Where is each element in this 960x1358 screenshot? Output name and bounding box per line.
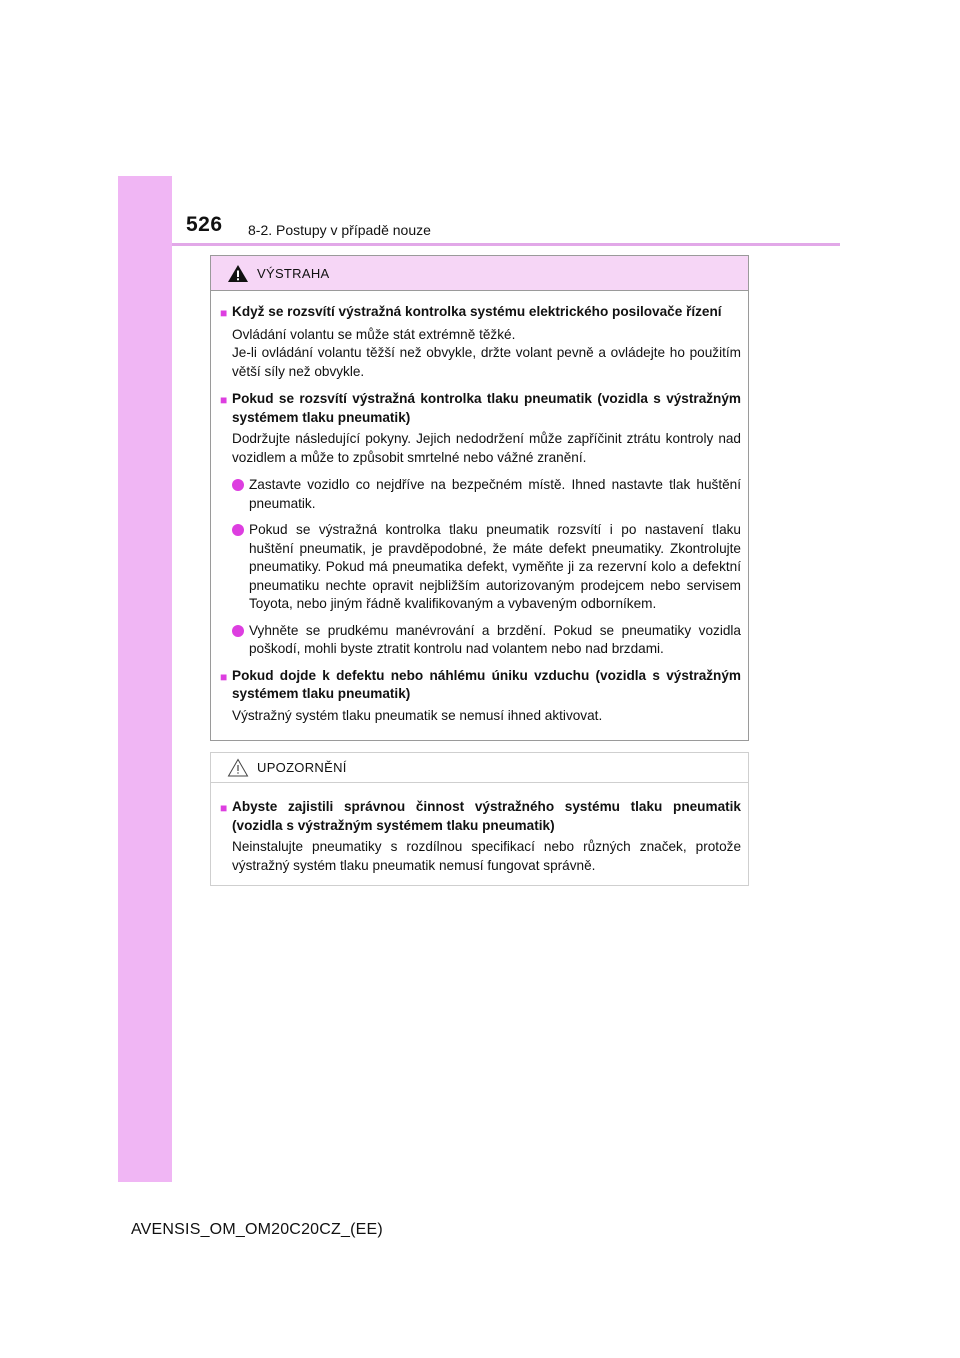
warning-box — [210, 255, 749, 741]
circle-bullet-icon — [232, 625, 244, 637]
square-bullet-icon: ■ — [220, 306, 228, 320]
square-bullet-icon: ■ — [220, 801, 228, 815]
warning-section-paragraph: Dodržujte následující pokyny. Jejich nedodržení může zapříčinit ztrátu kontroly nad vozidlem a může to způsobit smrtelné nebo vážné zranění. — [232, 431, 741, 465]
side-color-band — [118, 176, 172, 1182]
caution-box — [210, 752, 749, 886]
warning-section-heading: ■ Pokud dojde k defektu nebo náhlému úniku vzduchu (vozidla s výstražným systémem tlaku pneumatik) — [220, 667, 741, 704]
square-bullet-icon: ■ — [220, 669, 228, 684]
list-item: Zastavte vozidlo co nejdříve na bezpečném místě. Ihned nastavte tlak huštění pneumatik. — [232, 476, 741, 513]
caution-box-header — [211, 753, 748, 783]
warning-box-header — [211, 256, 748, 291]
caution-section-paragraph: Neinstalujte pneumatiky s rozdílnou specifikací nebo různých značek, protože výstražný systém tlaku pneumatik nemusí fungovat správně. — [232, 839, 741, 873]
caution-label: UPOZORNĚNÍ — [257, 760, 347, 775]
warning-section-paragraph: Ovládání volantu se může stát extrémně těžké. Je-li ovládání volantu těžší než obvykle, držte volant pevně a ovládejte ho použitím větší síly než obvykle. — [232, 326, 741, 379]
circle-bullet-icon — [232, 524, 244, 536]
caution-section-heading: ■ Abyste zajistili správnou činnost výstražného systému tlaku pneumatik (vozidla s výstražným systémem tlaku pneumatik) — [220, 798, 741, 835]
warning-box-body — [211, 291, 748, 725]
warning-label: VÝSTRAHA — [257, 265, 330, 281]
header-rule — [172, 243, 840, 246]
circle-bullet-icon — [232, 479, 244, 491]
warning-triangle-icon — [227, 264, 249, 283]
list-item: Pokud se výstražná kontrolka tlaku pneumatik rozsvítí i po nastavení tlaku huštění pneumatik, je pravděpodobné, že máte defekt pneumatiky. Zkontrolujte pneumatiky. Pokud má pneumatika defekt, vyměňte ji za rezervní kolo a defektní pneumatiku nechte opravit nejbližším autorizovaným prodejcem nebo servisem Toyota, nebo jiným řádně kvalifikovaným a vybaveným odborníkem. — [232, 521, 741, 614]
page-number: 526 — [186, 213, 223, 236]
caution-triangle-icon — [227, 758, 249, 777]
section-title: 8-2. Postupy v případě nouze — [248, 222, 431, 238]
square-bullet-icon: ■ — [220, 393, 228, 407]
warning-section-heading: ■ Když se rozsvítí výstražná kontrolka systému elektrického posilovače řízení — [220, 303, 741, 323]
warning-section-heading: ■ Pokud se rozsvítí výstražná kontrolka tlaku pneumatik (vozidla s výstražným systémem tlaku pneumatik) — [220, 390, 741, 427]
list-item: Vyhněte se prudkému manévrování a brzdění. Pokud se pneumatiky vozidla poškodí, mohli byste ztratit kontrolu nad volantem nebo nad brzdami. — [232, 622, 741, 659]
warning-section-paragraph: Výstražný systém tlaku pneumatik se nemusí ihned aktivovat. — [232, 707, 603, 723]
caution-box-body — [211, 783, 748, 875]
footer-document-code: AVENSIS_OM_OM20C20CZ_(EE) — [131, 1221, 383, 1238]
